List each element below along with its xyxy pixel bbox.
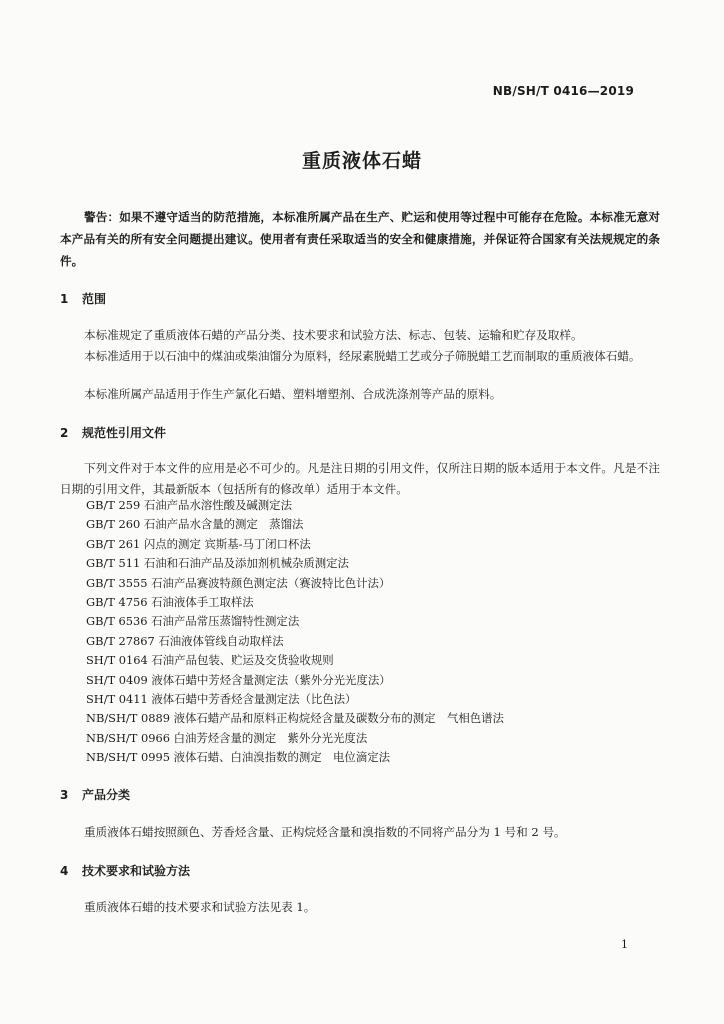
requirements-paragraph: 重质液体石蜡的技术要求和试验方法见表 1。: [84, 900, 316, 914]
section-title: 产品分类: [82, 788, 131, 802]
reference-item: GB/T 261 闪点的测定 宾斯基-马丁闭口杯法: [86, 536, 311, 551]
reference-item: SH/T 0409 液体石蜡中芳烃含量测定法（紫外分光光度法）: [86, 672, 391, 687]
reference-item: GB/T 260 石油产品水含量的测定 蒸馏法: [86, 517, 304, 532]
reference-item: NB/SH/T 0889 液体石蜡产品和原料正构烷烃含量及碳数分布的测定 气相色谱法: [86, 711, 504, 726]
reference-item: GB/T 511 石油和石油产品及添加剂机械杂质测定法: [86, 556, 349, 571]
document-title: 重质液体石蜡: [301, 150, 422, 172]
reference-item: GB/T 3555 石油产品赛波特颜色测定法（赛波特比色计法）: [86, 575, 391, 590]
section-number: 2: [60, 426, 69, 440]
section-number: 1: [60, 292, 69, 306]
section-title: 规范性引用文件: [82, 426, 167, 440]
reference-item: SH/T 0411 液体石蜡中芳香烃含量测定法（比色法）: [86, 692, 357, 707]
section-3-heading: [60, 786, 130, 803]
page-number: 1: [621, 938, 628, 951]
reference-item: NB/SH/T 0995 液体石蜡、白油溴指数的测定 电位滴定法: [86, 750, 390, 765]
reference-item: GB/T 27867 石油液体管线自动取样法: [86, 633, 284, 648]
standard-number: NB/SH/T 0416—2019: [492, 84, 634, 98]
references-intro: 下列文件对于本文件的应用是必不可少的。凡是注日期的引用文件，仅所注日期的版本适用于本文件。凡是不注日期的引用文件，其最新版本（包括所有的修改单）适用于本文件。: [60, 461, 660, 496]
section-title: 技术要求和试验方法: [82, 864, 191, 878]
section-2-heading: [60, 424, 166, 441]
scope-paragraph-3: 本标准所属产品适用于作生产氯化石蜡、塑料增塑剂、合成洗涤剂等产品的原料。: [84, 387, 502, 401]
section-title: 范围: [82, 292, 107, 306]
reference-item: SH/T 0164 石油产品包装、贮运及交货验收规则: [86, 653, 334, 668]
reference-list: [86, 496, 666, 768]
section-number: 3: [60, 788, 69, 802]
reference-item: GB/T 259 石油产品水溶性酸及碱测定法: [86, 498, 292, 512]
section-1-heading: [60, 290, 106, 307]
warning-paragraph: 警告：如果不遵守适当的防范措施，本标准所属产品在生产、贮运和使用等过程中可能存在危险。本标准无意对本产品有关的所有安全问题提出建议。使用者有责任采取适当的安全和健康措施，并保证符合国家有关法规规定的条件。: [60, 210, 660, 268]
scope-paragraph-2: 本标准适用于以石油中的煤油或柴油馏分为原料，经尿素脱蜡工艺或分子筛脱蜡工艺而制取的重质液体石蜡。: [84, 349, 641, 363]
reference-item: GB/T 4756 石油液体手工取样法: [86, 595, 254, 610]
scope-paragraph-1: 本标准规定了重质液体石蜡的产品分类、技术要求和试验方法、标志、包装、运输和贮存及取样。: [84, 328, 583, 342]
section-number: 4: [60, 864, 69, 878]
reference-item: NB/SH/T 0966 白油芳烃含量的测定 紫外分光光度法: [86, 730, 368, 745]
section-4-heading: [60, 862, 190, 879]
classification-paragraph: 重质液体石蜡按照颜色、芳香烃含量、正构烷烃含量和溴指数的不同将产品分为 1 号和 2 号。: [84, 825, 566, 839]
reference-item: GB/T 6536 石油产品常压蒸馏特性测定法: [86, 614, 300, 629]
